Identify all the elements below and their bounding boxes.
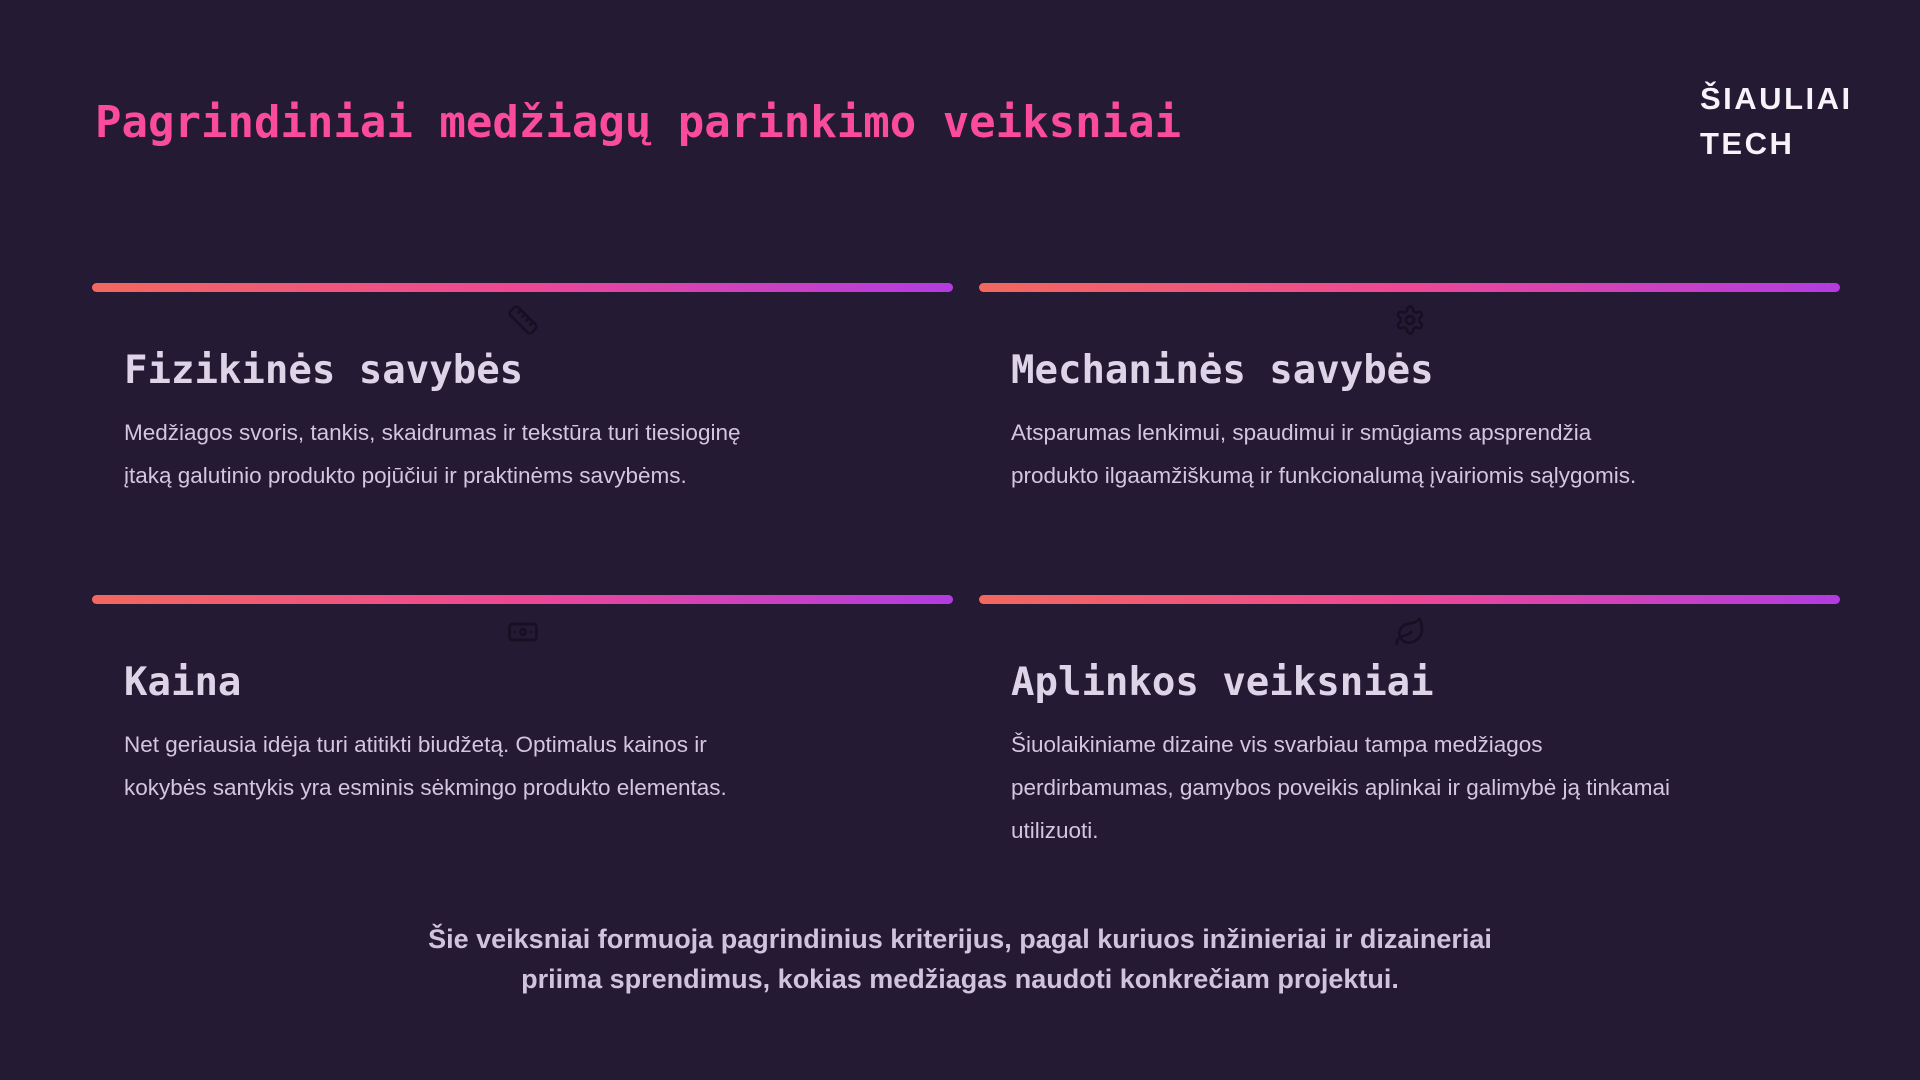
card-body [124,411,953,497]
card-physical-properties [92,283,953,595]
card-title: Fizikinės savybės [124,348,524,393]
card-title: Mechaninės savybės [1011,348,1434,393]
page-title: Pagrindiniai medžiagų parinkimo veiksniai [95,97,1182,148]
card-body [1011,411,1840,497]
card-body-line: Medžiagos svoris, tankis, skaidrumas ir tekstūra turi tiesioginę [124,419,741,445]
gradient-divider [92,595,953,604]
brand-logo-line1: ŠIAULIAI [1700,81,1853,116]
gradient-divider [979,595,1840,604]
card-mechanical-properties [979,283,1840,595]
gear-icon [979,297,1840,343]
card-body-line: utilizuoti. [1011,817,1099,843]
summary-text [0,919,1920,999]
card-body-line: produkto ilgaamžiškumą ir funkcionalumą įvairiomis sąlygomis. [1011,462,1637,488]
card-body-line: kokybės santykis yra esminis sėkmingo produkto elementas. [124,774,727,800]
card-body [1011,723,1840,852]
banknote-icon [92,609,953,655]
card-body-line: perdirbamumas, gamybos poveikis aplinkai ir galimybė ją tinkamai [1011,774,1671,800]
card-price [92,595,953,852]
card-body-line: įtaką galutinio produkto pojūčiui ir praktinėms savybėms. [124,462,687,488]
card-body-line: Šiuolaikiniame dizaine vis svarbiau tampa medžiagos [1011,731,1543,757]
cards-grid [92,283,1840,852]
summary-line: Šie veiksniai formuoja pagrindinius kriterijus, pagal kuriuos inžinieriai ir dizaineriai [428,924,1492,954]
card-body-line: Net geriausia idėja turi atitikti biudžetą. Optimalus kainos ir [124,731,707,757]
gradient-divider [979,283,1840,292]
card-body-line: Atsparumas lenkimui, spaudimui ir smūgiams apsprendžia [1011,419,1592,445]
summary-line: priima sprendimus, kokias medžiagas naudoti konkrečiam projektui. [521,964,1399,994]
card-environmental-factors [979,595,1840,852]
gradient-divider [92,283,953,292]
card-title: Aplinkos veiksniai [1011,660,1434,705]
brand-logo [1700,76,1853,166]
brand-logo-line2: TECH [1700,126,1795,161]
card-body [124,723,953,809]
leaf-icon [979,609,1840,655]
card-title: Kaina [124,660,242,705]
ruler-icon [92,297,953,343]
